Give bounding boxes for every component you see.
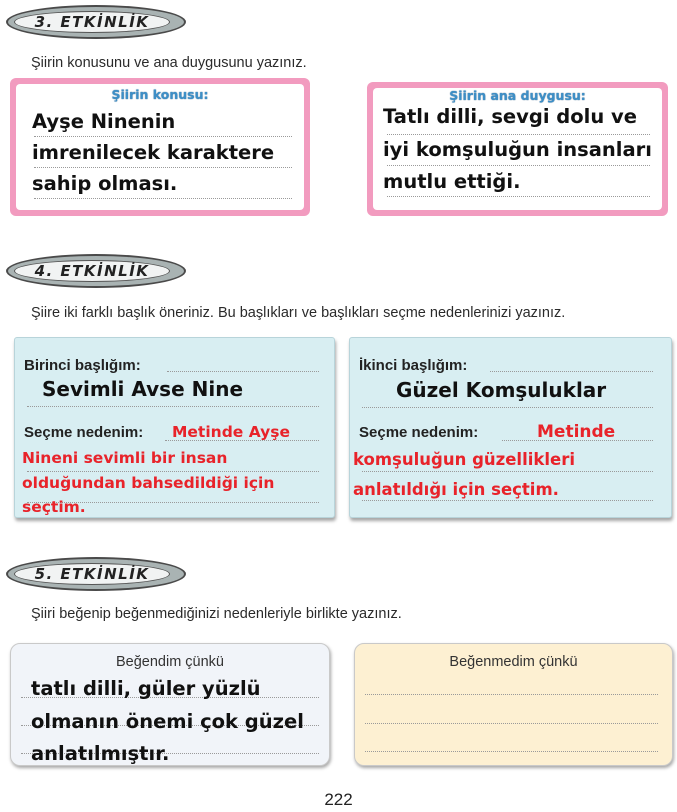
poem-subject-answer-line-2: imrenilecek karaktere [32,141,275,164]
answer-line[interactable] [34,167,292,168]
activity-4-instruction: Şiire iki farklı başlık öneriniz. Bu başlıkları ve başlıkları seçme nedenlerinizi yazınız. [31,305,566,321]
liked-answer-line-3: anlatılmıştır. [31,742,170,765]
page-number: 222 [324,790,353,809]
liked-answer-line-2: olmanın önemi çok güzel [31,710,304,733]
disliked-answer-field-3[interactable] [365,751,658,752]
poem-subject-answer-line-3: sahip olması. [32,172,178,195]
poem-emotion-answer-line-3: mutlu ettiği. [383,170,521,193]
answer-line[interactable] [34,198,292,199]
poem-emotion-label: Şiirin ana duygusu: [449,88,586,103]
second-reason-field-2[interactable] [362,471,653,472]
activity-3-badge [6,5,186,39]
first-reason-line-2: Nineni sevimli bir insan [22,449,228,467]
poem-emotion-answer-line-1: Tatlı dilli, sevgi dolu ve [383,105,637,128]
liked-label: Beğendim çünkü [115,654,224,670]
second-title-field[interactable] [490,371,653,372]
second-title-answer: Güzel Komşuluklar [396,378,607,402]
first-title-label: Birinci başlığım: [24,357,141,374]
activity-5-badge [6,557,186,591]
activity-3-instruction: Şiirin konusunu ve ana duygusunu yazınız. [31,55,307,71]
answer-line[interactable] [387,134,650,135]
first-reason-line-3: olduğundan bahsedildiği için [22,474,275,492]
activity-4-badge-text: 4. ETKİNLİK [34,262,150,280]
second-reason-field-3[interactable] [362,500,653,501]
disliked-box [354,643,673,766]
answer-line[interactable] [387,196,650,197]
first-reason-label: Seçme nedenim: [24,424,144,441]
disliked-label: Beğenmedim çünkü [449,654,578,670]
second-title-box [349,337,672,518]
poem-subject-answer-line-1: Ayşe Ninenin [32,110,176,133]
second-title-field-2[interactable] [362,407,653,408]
second-reason-line-2: komşuluğun güzellikleri [353,450,576,469]
first-title-answer: Sevimli Avse Nine [42,377,244,401]
first-reason-field-2[interactable] [27,471,319,472]
activity-5-instruction: Şiiri beğenip beğenmediğinizi nedenleriyle birlikte yazınız. [31,606,402,622]
second-reason-label: Seçme nedenim: [359,424,479,441]
first-title-field[interactable] [167,371,319,372]
poem-subject-box [10,78,310,216]
answer-line[interactable] [34,136,292,137]
poem-emotion-box [367,82,668,216]
liked-box [10,643,330,766]
first-reason-line-1: Metinde Ayşe [172,423,290,441]
second-reason-line-3: anlatıldığı için seçtim. [353,480,559,499]
first-title-field-2[interactable] [27,406,319,407]
disliked-answer-field-1[interactable] [365,694,658,695]
second-reason-line-1: Metinde [537,422,616,442]
activity-3-badge-text: 3. ETKİNLİK [34,13,150,31]
liked-answer-line-1: tatlı dilli, güler yüzlü [31,677,261,700]
disliked-answer-field-2[interactable] [365,723,658,724]
activity-5-badge-text: 5. ETKİNLİK [34,565,150,583]
second-title-label: İkinci başlığım: [359,357,468,374]
poem-emotion-answer-line-2: iyi komşuluğun insanları [383,138,652,161]
first-title-box [14,337,335,518]
first-reason-line-4: seçtim. [22,498,86,516]
poem-subject-label: Şiirin konusu: [111,87,209,102]
activity-4-badge [6,254,186,288]
answer-line[interactable] [387,165,650,166]
